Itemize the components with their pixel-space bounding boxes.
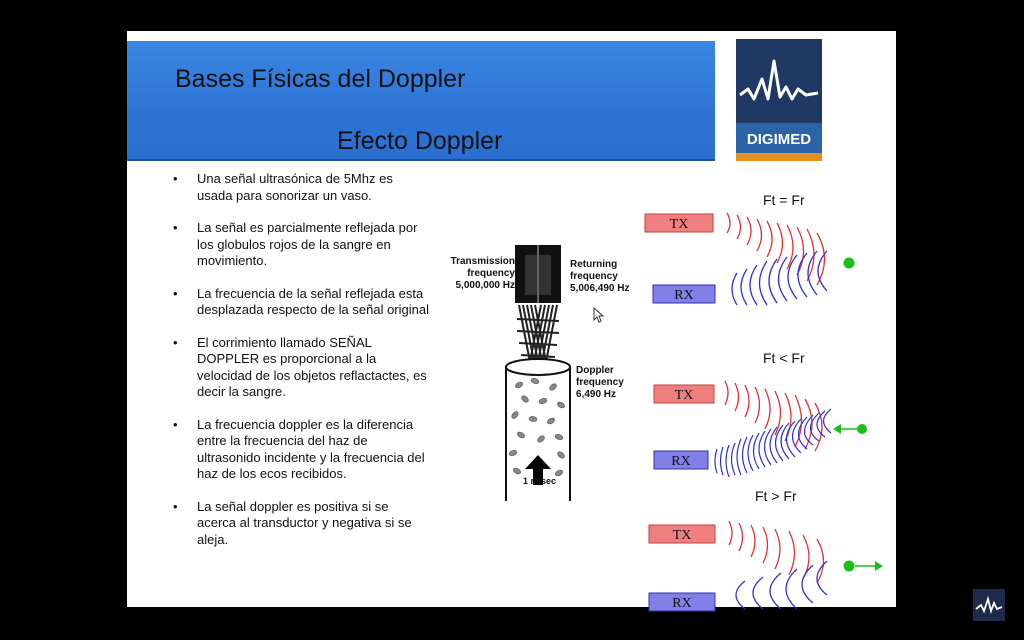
returning-value: 5,006,490 Hz [570,283,630,294]
corner-pulse-icon [973,589,1005,621]
motion-arrow-right-icon [844,561,884,572]
reflector-dot [844,258,855,269]
panel-label: Ft = Fr [763,192,805,208]
bullet-item: • La señal doppler es positiva si se acerca al transductor y negativa si se aleja. [173,498,412,547]
slide-subtitle: Efecto Doppler [337,127,503,155]
svg-text:TX: TX [669,217,689,232]
logo-text: DIGIMED [746,131,812,148]
svg-text:RX: RX [674,288,694,303]
reflector-dot [857,424,867,434]
transmission-value: 5,000,000 Hz [455,280,515,291]
wave-panel-equal [645,192,855,305]
rx-wave [736,561,827,609]
panel-label: Ft < Fr [763,350,805,366]
wave-panel-receding [649,488,883,611]
doppler-label: Doppler frequency 6,490 Hz [576,365,636,401]
bullet-item: • El corrimiento llamado SEÑAL DOPPLER es proporcional a la velocidad de los objetos reflactactes, es decir la sangre. [173,334,427,399]
ultrasound-beam [517,305,559,367]
bullet-item: • La frecuencia doppler es la diferencia entre la frecuencia del haz de ultrasonido incidente y la frecuencia del haz de los ecos recibidos. [173,416,425,481]
returning-label: Returning frequency 5,006,490 Hz [570,259,634,295]
wave-panel-approaching [654,350,867,477]
bullet-item: • Una señal ultrasónica de 5Mhz es usada para sonorizar un vaso. [173,171,393,203]
svg-text:TX: TX [672,528,692,543]
slide-title: Bases Físicas del Doppler [175,65,466,93]
doppler-value: 6,490 Hz [576,389,617,400]
svg-text:RX: RX [672,596,692,611]
mouse-cursor-icon [593,307,605,323]
svg-text:RX: RX [671,454,691,469]
bullet-item: • La frecuencia de la señal reflejada esta desplazada respecto de la señal original [173,285,429,317]
reflector-dot [844,561,855,572]
slide-header [127,41,715,161]
speed-label: 1 m/sec [523,476,557,486]
digimed-logo [736,39,822,161]
wave-panels [627,181,896,611]
panel-label: Ft > Fr [755,488,797,504]
rx-wave [715,409,831,477]
tx-wave [727,213,825,285]
bullet-item: • La señal es parcialmente reflejada por los globulos rojos de la sangre en movimiento. [173,220,418,268]
motion-arrow-left-icon [833,424,867,434]
bullet-list [171,171,431,564]
svg-text:TX: TX [674,388,694,403]
presentation-slide [127,31,896,611]
tx-wave [729,521,824,583]
transmission-label: Transmission frequency 5,000,000 Hz [445,256,515,292]
